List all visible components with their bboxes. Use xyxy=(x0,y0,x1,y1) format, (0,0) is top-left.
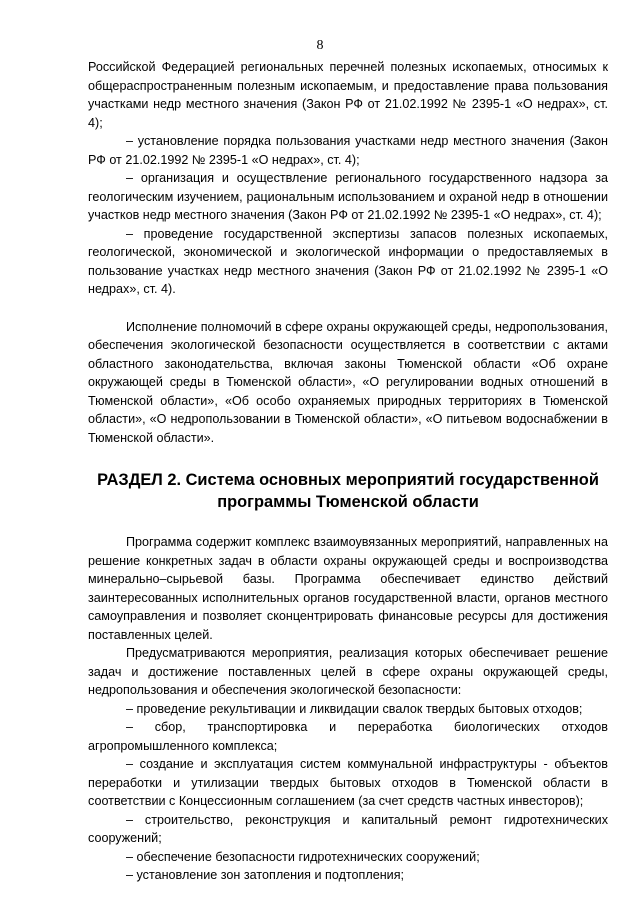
paragraph: Программа содержит комплекс взаимоувязанных мероприятий, направленных на решение конкретных задач в области охраны окружающей среды и воспроизводства минерально–сырьевой базы. Программа обеспечивает единство действий заинтересованных исполнительных органов государственной власти, органов местного самоуправления и позволяет сконцентрировать финансовые ресурсы для достижения поставленных целей. xyxy=(88,535,608,642)
list-item: – проведение рекультивации и ликвидации свалок твердых бытовых отходов; xyxy=(126,701,583,716)
document-body xyxy=(88,58,608,885)
list-item: – создание и эксплуатация систем коммунальной инфраструктуры - объектов переработки и утилизации твердых бытовых отходов в Тюменской области в соответствии с Концессионным соглашением (за счет средств частных инвесторов); xyxy=(88,757,608,808)
paragraph-continuation: Российской Федерацией региональных перечней полезных ископаемых, относимых к общераспространенным полезным ископаемым, и предоставление права пользования участками недр местного значения (Закон РФ от 21.02.1992 № 2395-1 «О недрах», ст. 4); xyxy=(88,60,608,130)
paragraph: Предусматриваются мероприятия, реализация которых обеспечивает решение задач и достижение поставленных целей в сфере охраны окружающей среды, недропользования и обеспечения экологической безопасности: xyxy=(88,646,608,697)
list-item: – организация и осуществление регионального государственного надзора за геологическим изучением, рациональным использованием и охраной недр в отношении участков недр местного значения (Закон РФ от 21.02.1992 № 2395-1 «О недрах», ст. 4); xyxy=(88,171,608,222)
list-item: – строительство, реконструкция и капитальный ремонт гидротехнических сооружений; xyxy=(88,812,608,845)
page-number: 8 xyxy=(316,38,324,53)
section-heading: РАЗДЕЛ 2. Система основных мероприятий государственной программы Тюменской области xyxy=(97,471,599,511)
list-item: – сбор, транспортировка и переработка биологических отходов агропромышленного комплекса; xyxy=(88,720,608,753)
paragraph-authority: Исполнение полномочий в сфере охраны окружающей среды, недропользования, обеспечения экологической безопасности осуществляется в соответствии с актами областного законодательства, включая законы Тюменской области «Об охране окружающей среды в Тюменской области», «О регулировании водных отношений в Тюменской области», «Об особо охраняемых природных территориях в Тюменской области», «О недропользовании в Тюменской области», «О питьевом водоснабжении в Тюменской области». xyxy=(88,319,608,445)
list-item: – обеспечение безопасности гидротехнических сооружений; xyxy=(126,849,480,864)
list-item: – установление зон затопления и подтопления; xyxy=(126,868,405,882)
list-item: – проведение государственной экспертизы запасов полезных ископаемых, геологической, экономической и экологической информации о предоставляемых в пользование участках недр местного значения (Закон РФ от 21.02.1992 № 2395-1 «О недрах», ст. 4). xyxy=(88,226,608,296)
list-item: – установление порядка пользования участками недр местного значения (Закон РФ от 21.02.1992 № 2395-1 «О недрах», ст. 4); xyxy=(88,134,608,167)
